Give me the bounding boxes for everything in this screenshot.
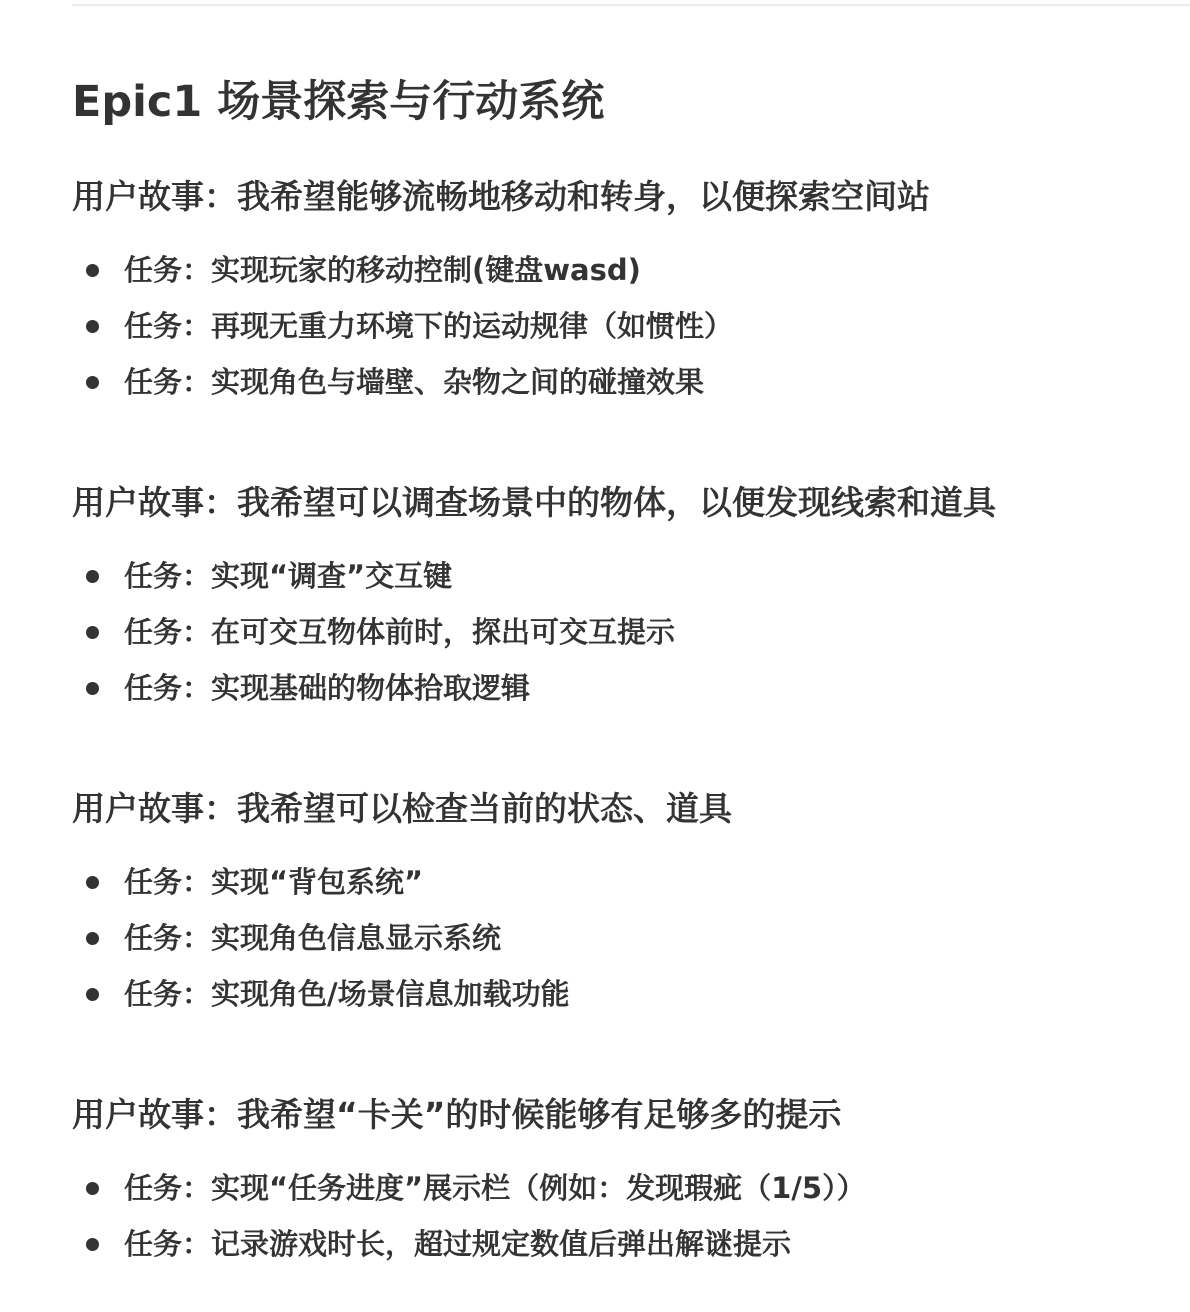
task-text: 任务：实现“任务进度”展示栏（例如：发现瑕疵（1/5）） bbox=[124, 1171, 866, 1205]
bullet-icon bbox=[86, 264, 99, 277]
user-story-title: 用户故事：我希望可以调查场景中的物体，以便发现线索和道具 bbox=[72, 483, 996, 522]
bullet-icon bbox=[86, 320, 99, 333]
task-item bbox=[72, 548, 1182, 604]
user-story-title: 用户故事：我希望可以检查当前的状态、道具 bbox=[72, 789, 732, 828]
task-item bbox=[72, 1160, 1182, 1216]
task-text: 任务：实现“背包系统” bbox=[124, 865, 424, 899]
bullet-icon bbox=[86, 988, 99, 1001]
task-text: 任务：在可交互物体前时，探出可交互提示 bbox=[124, 615, 676, 649]
task-item bbox=[72, 242, 1182, 298]
bullet-icon bbox=[86, 570, 99, 583]
bullet-icon bbox=[86, 1182, 99, 1195]
task-item bbox=[72, 1216, 1182, 1272]
user-story-title: 用户故事：我希望“卡关”的时候能够有足够多的提示 bbox=[72, 1095, 842, 1134]
task-list bbox=[72, 854, 1182, 1022]
bullet-icon bbox=[86, 1238, 99, 1251]
task-list bbox=[72, 548, 1182, 716]
task-item bbox=[72, 910, 1182, 966]
task-text: 任务：实现角色信息显示系统 bbox=[124, 921, 502, 955]
task-text: 任务：实现“调查”交互键 bbox=[124, 559, 453, 593]
user-story-3 bbox=[72, 784, 1182, 1022]
task-text: 任务：记录游戏时长，超过规定数值后弹出解谜提示 bbox=[124, 1227, 792, 1261]
task-text: 任务：实现玩家的移动控制(键盘wasd) bbox=[124, 253, 641, 287]
task-text: 任务：实现角色/场景信息加载功能 bbox=[124, 977, 570, 1011]
task-text: 任务：实现角色与墙壁、杂物之间的碰撞效果 bbox=[124, 365, 705, 399]
task-list bbox=[72, 1160, 1182, 1272]
task-text: 任务：再现无重力环境下的运动规律（如惯性） bbox=[124, 309, 734, 343]
user-story-2 bbox=[72, 478, 1182, 716]
user-story-4 bbox=[72, 1090, 1182, 1272]
user-story-title: 用户故事：我希望能够流畅地移动和转身，以便探索空间站 bbox=[72, 177, 930, 216]
epic-title: Epic1 场景探索与行动系统 bbox=[72, 77, 605, 127]
bullet-icon bbox=[86, 626, 99, 639]
task-item bbox=[72, 854, 1182, 910]
task-item bbox=[72, 604, 1182, 660]
task-list bbox=[72, 242, 1182, 410]
task-item bbox=[72, 298, 1182, 354]
task-item bbox=[72, 966, 1182, 1022]
bullet-icon bbox=[86, 932, 99, 945]
task-item bbox=[72, 354, 1182, 410]
bullet-icon bbox=[86, 876, 99, 889]
top-divider bbox=[72, 4, 1190, 6]
bullet-icon bbox=[86, 682, 99, 695]
bullet-icon bbox=[86, 376, 99, 389]
user-story-1 bbox=[72, 172, 1182, 410]
task-item bbox=[72, 660, 1182, 716]
task-text: 任务：实现基础的物体拾取逻辑 bbox=[124, 671, 531, 705]
